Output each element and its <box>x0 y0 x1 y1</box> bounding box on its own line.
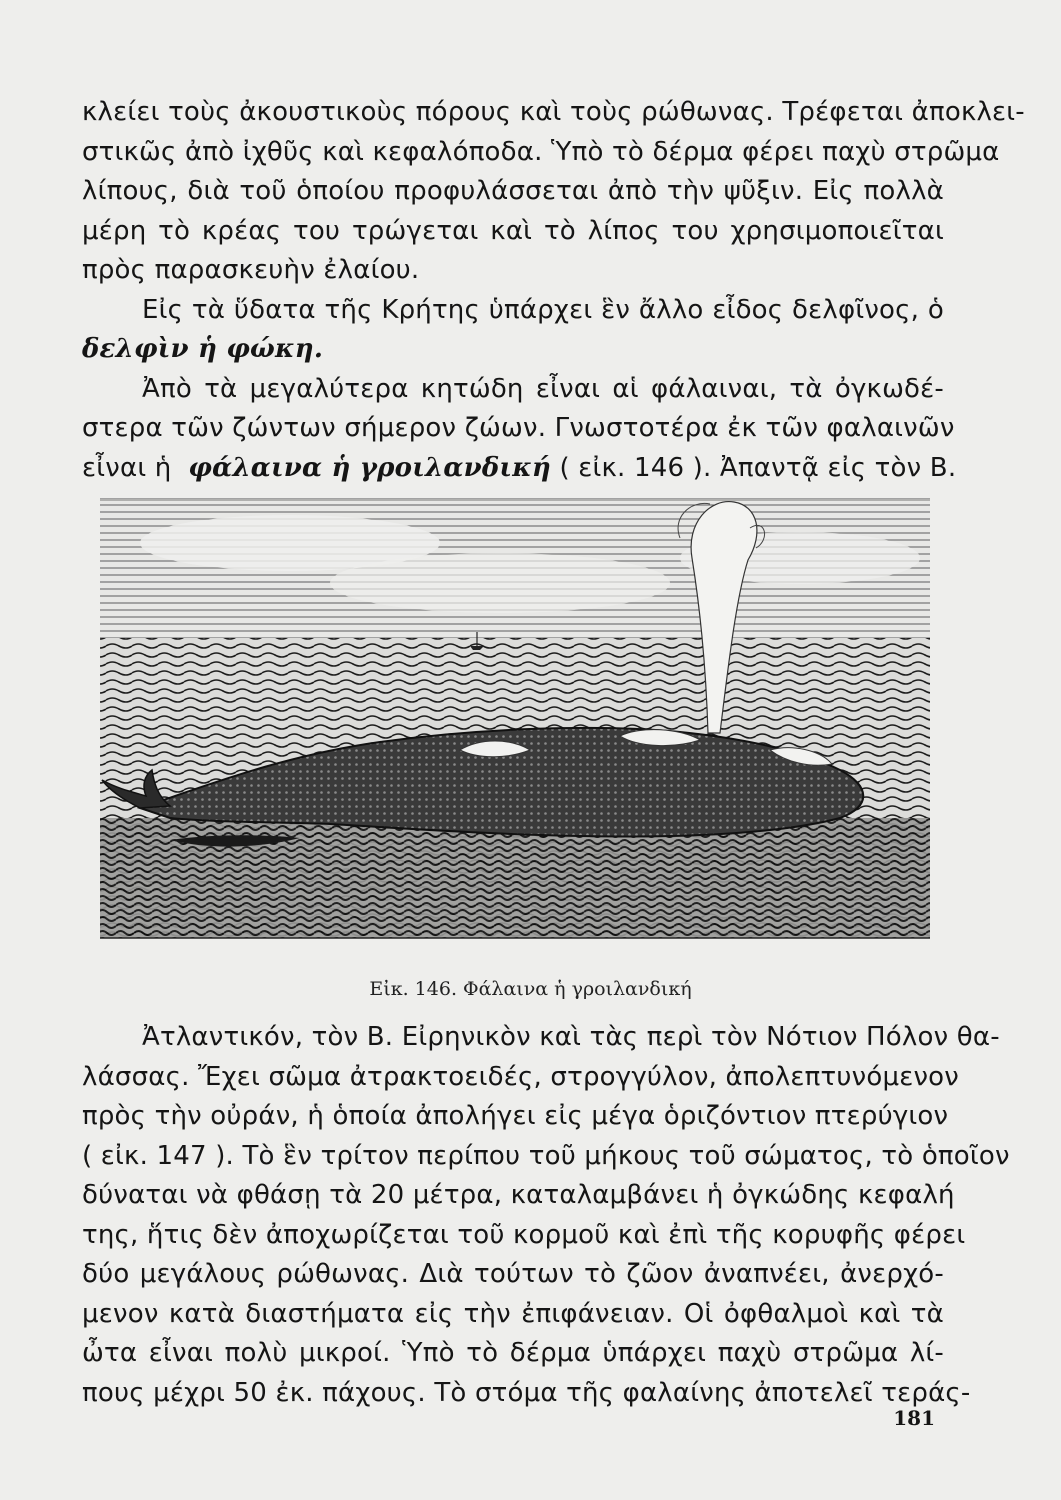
text-block-bottom <box>82 1018 1010 1413</box>
text-line: δύναται νὰ φθάσῃ τὰ 20 μέτρα, καταλαμβάνει ἡ ὀγκώδης κεφαλή <box>82 1180 955 1210</box>
text-line: δύο μεγάλους ρώθωνας. Διὰ τούτων τὸ ζῶον ἀναπνέει, ἀνερχό- <box>82 1259 944 1289</box>
text-line: ὦτα εἶναι πολὺ μικροί. Ὑπὸ τὸ δέρμα ὑπάρχει παχὺ στρῶμα λί- <box>82 1338 944 1368</box>
text-line: της, ἥτις δὲν ἀποχωρίζεται τοῦ κορμοῦ καὶ ἐπὶ τῆς κορυφῆς φέρει <box>82 1219 966 1250</box>
text-line: λίπους, διὰ τοῦ ὁποίου προφυλάσσεται ἀπὸ τὴν ψῦξιν. Εἰς πολλὰ <box>82 176 944 206</box>
page-number: 181 <box>893 1406 935 1430</box>
text-line: ( εἰκ. 147 ). Τὸ ἓν τρίτον περίπου τοῦ μήκους τοῦ σώματος, τὸ ὁποῖον <box>82 1140 1010 1171</box>
text-line: μέρη τὸ κρέας του τρώγεται καὶ τὸ λίπος του χρησιμοποιεῖται <box>82 215 944 246</box>
text-fragment: ( εἰκ. 146 ). Ἀπαντᾷ εἰς τὸν Β. <box>559 452 957 483</box>
text-line <box>82 330 944 370</box>
whale-illustration <box>80 488 948 950</box>
text-line: πρὸς τὴν οὐράν, ἡ ὁποία ἀπολήγει εἰς μέγα ὁριζόντιον πτερύγιον <box>82 1101 949 1131</box>
text-line: Εἰς τὰ ὕδατα τῆς Κρήτης ὑπάρχει ἓν ἄλλο εἶδος δελφῖνος, ὁ <box>142 294 944 325</box>
text-line: κλείει τοὺς ἀκουστικοὺς πόρους καὶ τοὺς ρώθωνας. Τρέφεται ἀποκλει- <box>82 97 1025 127</box>
text-fragment: εἶναι ἡ <box>82 452 172 483</box>
text-line: στικῶς ἀπὸ ἰχθῦς καὶ κεφαλόποδα. Ὑπὸ τὸ δέρμα φέρει παχὺ στρῶμα <box>82 136 1000 167</box>
bold-term-whale: φάλαινα ἡ γροιλανδική <box>188 452 551 483</box>
bold-term-dolphin: δελφὶν ἡ φώκη <box>82 334 314 364</box>
text-line: στερα τῶν ζώντων σήμερον ζώων. Γνωστοτέρα ἐκ τῶν φαλαινῶν <box>82 413 955 443</box>
figure-caption: Εἰκ. 146. Φάλαινα ἡ γροιλανδική <box>369 978 692 1000</box>
text-line: πρὸς παρασκευὴν ἐλαίου. <box>82 255 420 285</box>
text-line: λάσσας. Ἔχει σῶμα ἀτρακτοειδές, στρογγύλον, ἀπολεπτυνόμενον <box>82 1061 959 1092</box>
text-line: μενον κατὰ διαστήματα εἰς τὴν ἐπιφάνειαν. Οἱ ὀφθαλμοὶ καὶ τὰ <box>82 1298 944 1329</box>
text-line: πους μέχρι 50 ἐκ. πάχους. Τὸ στόμα τῆς φαλαίνης ἀποτελεῖ τεράς- <box>82 1377 971 1408</box>
text-line: Ἀτλαντικόν, τὸν Β. Εἰρηνικὸν καὶ τὰς περὶ τὸν Νότιον Πόλον θα- <box>142 1022 1000 1052</box>
text-block-top <box>82 93 1025 488</box>
text-line <box>82 449 957 489</box>
text-line: Ἀπὸ τὰ μεγαλύτερα κητώδη εἶναι αἱ φάλαιναι, τὰ ὀγκωδέ- <box>142 373 944 404</box>
bold-term-dolphin-period: . <box>313 334 324 364</box>
